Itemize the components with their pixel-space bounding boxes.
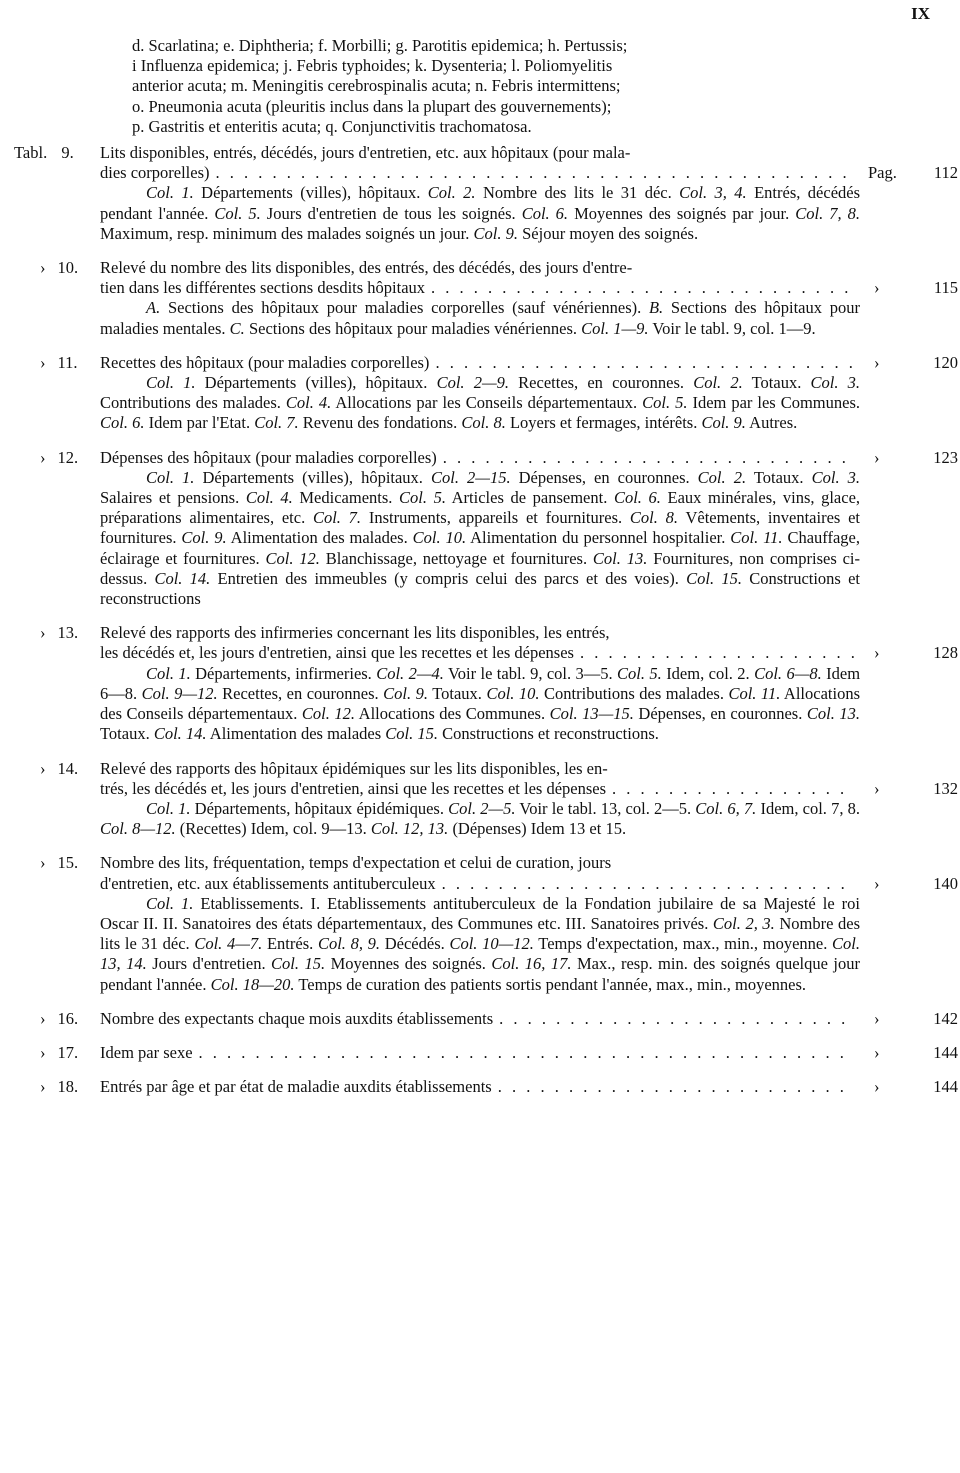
- toc-entry: [0, 1077, 960, 1097]
- table-num: 10.: [57, 258, 79, 278]
- page-mark: ›: [874, 352, 880, 372]
- entry-body: [100, 448, 860, 610]
- dot-leader: [435, 353, 854, 373]
- entry-detail-text: Col. 1. Départements (villes), hôpitaux. Col. 2—15. Dépenses, en couronnes. Col. 2. Totaux. Col. 3. Salaires et pensions. Col. 4. Medicaments. Col. 5. Articles de pansement. Col. 6. Eaux minérales, vins, glace, préparations alimentaires, etc. Col. 7. Instruments, appareils et fournitures. Col. 8. Vêtements, inventaires et fournitures. Col. 9. Alimentation des malades. Col. 10. Alimentation du personnel hospitalier. Col. 11. Chauffage, éclairage et fournitures. Col. 12. Blanchissage, nettoyage et fournitures. Col. 13. Fournitures, non comprises ci-dessus. Col. 14. Entretien des immeubles (y compris celui des parcs et des voies). Col. 15. Constructions et reconstructions: [100, 467, 861, 609]
- dot-leader: [199, 1043, 854, 1063]
- table-number: [0, 1043, 86, 1063]
- dot-leader: [499, 1009, 854, 1029]
- entry-title-last-line: dies corporelles): [100, 163, 210, 183]
- entry-title: [100, 258, 860, 298]
- table-num: 9.: [57, 143, 74, 163]
- table-number: [0, 143, 86, 163]
- table-num: 16.: [57, 1008, 79, 1028]
- dot-leader: [498, 1077, 854, 1097]
- entry-title: [100, 1077, 860, 1097]
- page-value: 128: [933, 643, 958, 663]
- entry-title-last-line: les décédés et, les jours d'entretien, ainsi que les recettes et les dépenses: [100, 643, 574, 663]
- continuation-line: d. Scarlatina; e. Diphtheria; f. Morbilli; g. Parotitis epidemica; h. Pertussis;: [132, 36, 628, 55]
- page-value: 140: [933, 873, 958, 893]
- continuation-line: p. Gastritis et enteritis acuta; q. Conjunctivitis trachomatosa.: [132, 116, 532, 136]
- entry-title-last-line: tien dans les différentes sections desdits hôpitaux: [100, 278, 426, 298]
- table-number: [0, 353, 86, 373]
- entries-list: [0, 137, 960, 1097]
- ditto-mark: ›: [40, 258, 46, 278]
- table-of-contents: [0, 36, 960, 1097]
- dot-leader: [580, 643, 854, 663]
- entry-body: [100, 759, 860, 840]
- continuation-line: anterior acuta; m. Meningitis cerebrospinalis acuta; n. Febris intermittens;: [132, 76, 621, 96]
- page-mark: ›: [874, 643, 880, 663]
- entry-title: [100, 353, 860, 373]
- table-num: 13.: [57, 623, 79, 643]
- table-num: 18.: [57, 1077, 79, 1097]
- table-num: 11.: [57, 352, 78, 372]
- ditto-mark: ›: [40, 352, 46, 372]
- table-number: [0, 448, 86, 468]
- entry-detail-text: Col. 1. Départements (villes), hôpitaux. Col. 2—9. Recettes, en couronnes. Col. 2. Totaux. Col. 3. Contributions des malades. Col. 4. Allocations par les Conseils départementaux. Col. 5. Idem par les Communes. Col. 6. Idem par l'Etat. Col. 7. Revenu des fondations. Col. 8. Loyers et fermages, intérêts. Col. 9. Autres.: [100, 373, 861, 433]
- page-mark: ›: [874, 447, 880, 467]
- toc-entry: [0, 759, 960, 840]
- entry-detail-text: Col. 1. Etablissements. I. Etablissements antituberculeux de la Fondation jubilaire de sa Majesté le roi Oscar II. II. Sanatoires des états départementaux, des Communes etc. III. Sanatoires privés. Col. 2, 3. Nombre des lits le 31 déc. Col. 4—7. Entrés. Col. 8, 9. Décédés. Col. 10—12. Temps d'expectation, max., min., moyenne. Col. 13, 14. Jours d'entretien. Col. 15. Moyennes des soignés. Col. 16, 17. Max., resp. min. des soignés quelque jour pendant l'année. Col. 18—20. Temps de curation des patients sortis pendant l'année, max., min., moyennes.: [100, 893, 861, 994]
- page-number: IX: [911, 4, 930, 23]
- dot-leader: [612, 779, 854, 799]
- ditto-mark: ›: [40, 447, 46, 467]
- entry-title-last-line: Entrés par âge et par état de maladie auxdits établissements: [100, 1077, 492, 1097]
- page-value: 120: [933, 352, 958, 372]
- ditto-mark: ›: [40, 1042, 46, 1062]
- page-value: 132: [933, 778, 958, 798]
- entry-title: [100, 448, 860, 468]
- toc-entry: [0, 258, 960, 339]
- entry-title: [100, 853, 860, 893]
- entry-detail-text: Col. 1. Départements, hôpitaux épidémiques. Col. 2—5. Voir le tabl. 13, col. 2—5. Col. 6, 7. Idem, col. 7, 8. Col. 8—12. (Recettes) Idem, col. 9—13. Col. 12, 13. (Dépenses) Idem 13 et 15.: [100, 798, 860, 839]
- dot-leader: [216, 163, 855, 183]
- entry-detail: [100, 894, 860, 995]
- table-number: [0, 759, 86, 779]
- entry-title: [100, 143, 860, 183]
- entry-title-line: Lits disponibles, entrés, décédés, jours d'entretien, etc. aux hôpitaux (pour mala-: [100, 143, 631, 163]
- table-num: 15.: [57, 853, 79, 873]
- entry-detail: [100, 799, 860, 839]
- entry-body: [100, 1077, 860, 1097]
- table-num: 17.: [57, 1042, 79, 1062]
- dot-leader: [431, 278, 854, 298]
- entry-title-line: Relevé du nombre des lits disponibles, des entrés, des décédés, des jours d'entre-: [100, 258, 633, 278]
- entry-detail: [100, 183, 860, 244]
- entry-body: [100, 623, 860, 744]
- table-label: Tabl.: [14, 143, 48, 163]
- entry-body: [100, 1043, 860, 1063]
- table-number: [0, 853, 86, 873]
- ditto-mark: ›: [40, 853, 46, 873]
- entry-detail: [100, 373, 860, 434]
- ditto-mark: ›: [40, 758, 46, 778]
- ditto-mark: ›: [40, 1077, 46, 1097]
- entry-body: [100, 258, 860, 339]
- entry-body: [100, 143, 860, 244]
- entry-title-last-line: Recettes des hôpitaux (pour maladies corporelles): [100, 352, 430, 372]
- entry-title: [100, 1009, 860, 1029]
- page-value: 112: [933, 163, 958, 183]
- entry-title-last-line: Nombre des expectants chaque mois auxdits établissements: [100, 1008, 494, 1028]
- continuation-text: [132, 36, 932, 137]
- entry-detail-text: Col. 1. Départements, infirmeries. Col. 2—4. Voir le tabl. 9, col. 3—5. Col. 5. Idem, col. 2. Col. 6—8. Idem 6—8. Col. 9—12. Recettes, en couronnes. Col. 9. Totaux. Col. 10. Contributions des malades. Col. 11. Allocations des Conseils départementaux. Col. 12. Allocations des Communes. Col. 13—15. Dépenses, en couronnes. Col. 13. Totaux. Col. 14. Alimentation des malades Col. 15. Constructions et reconstructions.: [100, 663, 861, 744]
- toc-entry: [0, 623, 960, 744]
- entry-title-line: Nombre des lits, fréquentation, temps d'expectation et celui de curation, jours: [100, 853, 612, 873]
- page-mark: Pag.: [868, 163, 897, 183]
- page-value: 142: [933, 1008, 958, 1028]
- entry-title-line: Relevé des rapports des infirmeries concernant les lits disponibles, les entrés,: [100, 623, 610, 643]
- table-number: [0, 1077, 86, 1097]
- entry-title: [100, 1043, 860, 1063]
- entry-detail: [100, 468, 860, 609]
- toc-entry: [0, 853, 960, 994]
- continuation-line: i Influenza epidemica; j. Febris typhoides; k. Dysenteria; l. Poliomyelitis: [132, 56, 613, 76]
- table-num: 12.: [57, 447, 79, 467]
- continuation-line: o. Pneumonia acuta (pleuritis inclus dans la plupart des gouvernements);: [132, 96, 612, 116]
- entry-title-last-line: Dépenses des hôpitaux (pour maladies corporelles): [100, 447, 437, 467]
- entry-title-last-line: trés, les décédés et, les jours d'entretien, ainsi que les recettes et les dépenses: [100, 778, 607, 798]
- toc-entry: [0, 143, 960, 244]
- ditto-mark: ›: [40, 1008, 46, 1028]
- page-mark: ›: [874, 1042, 880, 1062]
- toc-entry: [0, 1043, 960, 1063]
- page-mark: ›: [874, 873, 880, 893]
- page-mark: ›: [874, 278, 880, 298]
- toc-entry: [0, 353, 960, 434]
- dot-leader: [442, 874, 854, 894]
- entry-title-line: Relevé des rapports des hôpitaux épidémiques sur les lits disponibles, les en-: [100, 758, 608, 778]
- ditto-mark: ›: [40, 623, 46, 643]
- entry-title-last-line: Idem par sexe: [100, 1042, 193, 1062]
- dot-leader: [443, 448, 854, 468]
- entry-body: [100, 353, 860, 434]
- page-value: 123: [933, 447, 958, 467]
- table-number: [0, 258, 86, 278]
- page-mark: ›: [874, 778, 880, 798]
- toc-entry: [0, 1009, 960, 1029]
- entry-title: [100, 759, 860, 799]
- entry-detail: [100, 298, 860, 338]
- table-number: [0, 623, 86, 643]
- entry-body: [100, 1009, 860, 1029]
- entry-title: [100, 623, 860, 663]
- page-value: 144: [933, 1042, 958, 1062]
- page-value: 115: [933, 278, 958, 298]
- entry-title-last-line: d'entretien, etc. aux établissements antituberculeux: [100, 873, 436, 893]
- table-num: 14.: [57, 758, 79, 778]
- entry-detail: [100, 664, 860, 745]
- page-value: 144: [933, 1077, 958, 1097]
- page-mark: ›: [874, 1077, 880, 1097]
- page-mark: ›: [874, 1008, 880, 1028]
- toc-entry: [0, 448, 960, 610]
- entry-detail-text: A. Sections des hôpitaux pour maladies corporelles (sauf vénériennes). B. Sections des hôpitaux pour maladies mentales. C. Sections des hôpitaux pour maladies vénériennes. Col. 1—9. Voir le tabl. 9, col. 1—9.: [100, 298, 860, 338]
- entry-detail-text: Col. 1. Départements (villes), hôpitaux. Col. 2. Nombre des lits le 31 déc. Col. 3, 4. Entrés, décédés pendant l'année. Col. 5. Jours d'entretien de tous les soignés. Col. 6. Moyennes des soignés par jour. Col. 7, 8. Maximum, resp. minimum des malades soignés un jour. Col. 9. Séjour moyen des soignés.: [100, 183, 861, 243]
- table-number: [0, 1009, 86, 1029]
- entry-body: [100, 853, 860, 994]
